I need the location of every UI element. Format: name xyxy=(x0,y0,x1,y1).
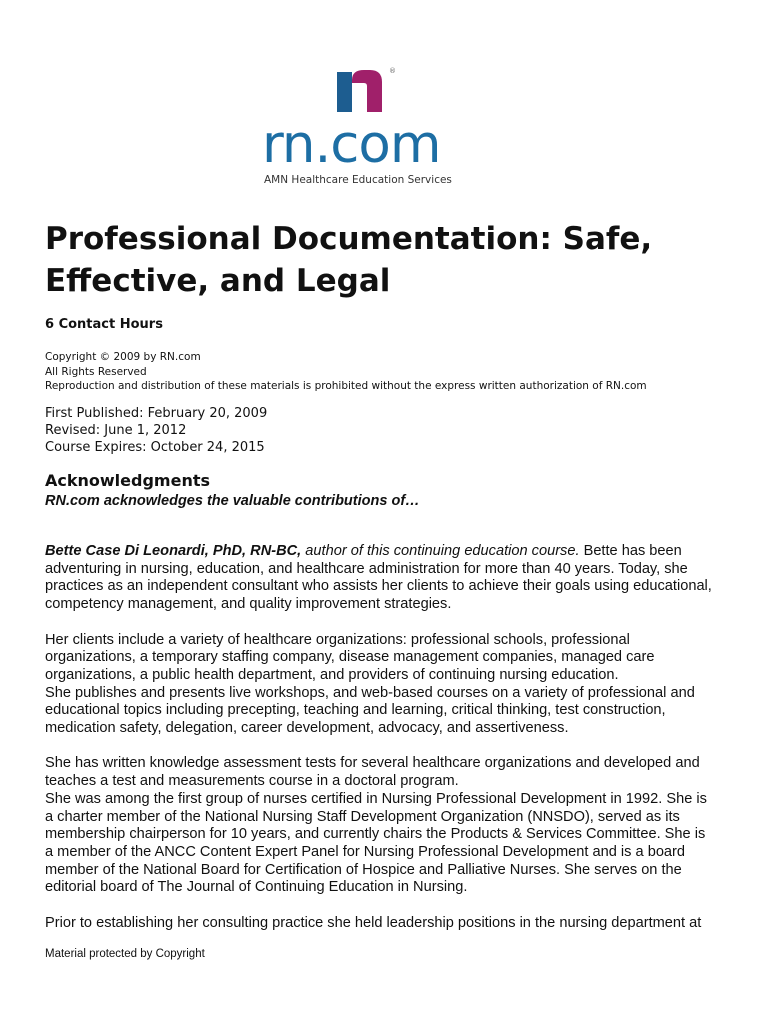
bio-line: competency management, and quality improvement strategies. xyxy=(45,596,452,613)
bio-paragraph xyxy=(45,755,733,897)
bio-text: Bette has been xyxy=(579,543,682,559)
expiration-date: Course Expires: October 24, 2015 xyxy=(45,440,265,455)
bio-line: adventuring in nursing, education, and healthcare administration for more than 40 years. Today, she xyxy=(45,560,688,577)
author-name: Bette Case Di Leonardi, PhD, RN-BC, xyxy=(45,543,302,559)
bio-line: She has written knowledge assessment tests for several healthcare organizations and developed and xyxy=(45,755,700,772)
first-published: First Published: February 20, 2009 xyxy=(45,406,268,421)
acknowledgments-heading: Acknowledgments xyxy=(45,471,210,490)
bio-line: a member of the ANCC Content Expert Panel for Nursing Professional Development and is a board xyxy=(45,843,686,860)
copyright-line: Copyright © 2009 by RN.com xyxy=(45,351,201,363)
bio-line: organizations, a public health department, and providers of continuing nursing education. xyxy=(45,666,619,683)
bio-line: educational topics including precepting, teaching and learning, critical thinking, test construction, xyxy=(45,702,666,719)
bio-line: practices as an independent consultant who assists her clients to achieve their goals using educational, xyxy=(45,578,712,595)
bio-line: organizations, a temporary staffing company, disease management companies, managed care xyxy=(45,649,655,666)
page-footer: Material protected by Copyright xyxy=(45,948,205,960)
bio-line: Her clients include a variety of healthcare organizations: professional schools, professional xyxy=(45,631,630,648)
bio-line: membership chairperson for 10 years, and currently chairs the Products & Services Committee. She is xyxy=(45,826,706,843)
bio-paragraph xyxy=(45,543,733,614)
bio-line: teaches a test and measurements course in a doctoral program. xyxy=(45,773,459,790)
bio-line: medication safety, delegation, career development, advocacy, and assertiveness. xyxy=(45,720,569,737)
rn-logo-mark-icon xyxy=(334,66,390,114)
bio-paragraph xyxy=(45,915,733,933)
document-title xyxy=(45,218,685,302)
copyright-notice xyxy=(45,350,647,394)
bio-line xyxy=(45,543,733,561)
acknowledgments-subheading: RN.com acknowledges the valuable contributions of… xyxy=(45,493,420,509)
registered-mark: ® xyxy=(389,67,396,75)
title-line: Effective, and Legal xyxy=(45,263,391,299)
bio-line: She publishes and presents live workshops, and web-based courses on a variety of professional and xyxy=(45,684,695,701)
bio-line: Prior to establishing her consulting practice she held leadership positions in the nursing department at xyxy=(45,914,702,931)
logo-tagline: AMN Healthcare Education Services xyxy=(264,174,452,186)
bio-line: editorial board of The Journal of Continuing Education in Nursing. xyxy=(45,879,468,896)
bio-line: member of the National Board for Certification of Hospice and Palliative Nurses. She serves on the xyxy=(45,861,682,878)
author-bio xyxy=(45,543,733,932)
course-dates xyxy=(45,405,267,456)
contact-hours: 6 Contact Hours xyxy=(45,317,163,332)
rn-com-logo xyxy=(262,66,462,191)
author-role: author of this continuing education course. xyxy=(301,543,580,559)
title-line: Professional Documentation: Safe, xyxy=(45,221,653,257)
logo-wordmark: rn.com xyxy=(262,114,441,175)
revised-date: Revised: June 1, 2012 xyxy=(45,423,187,438)
rights-line: All Rights Reserved xyxy=(45,365,147,378)
bio-line: She was among the first group of nurses certified in Nursing Professional Development in 1992. She is xyxy=(45,790,707,807)
bio-paragraph xyxy=(45,632,733,738)
bio-line: a charter member of the National Nursing Staff Development Organization (NNSDO), served as its xyxy=(45,808,680,825)
reproduction-line: Reproduction and distribution of these materials is prohibited without the express written authorization of RN.com xyxy=(45,380,647,392)
